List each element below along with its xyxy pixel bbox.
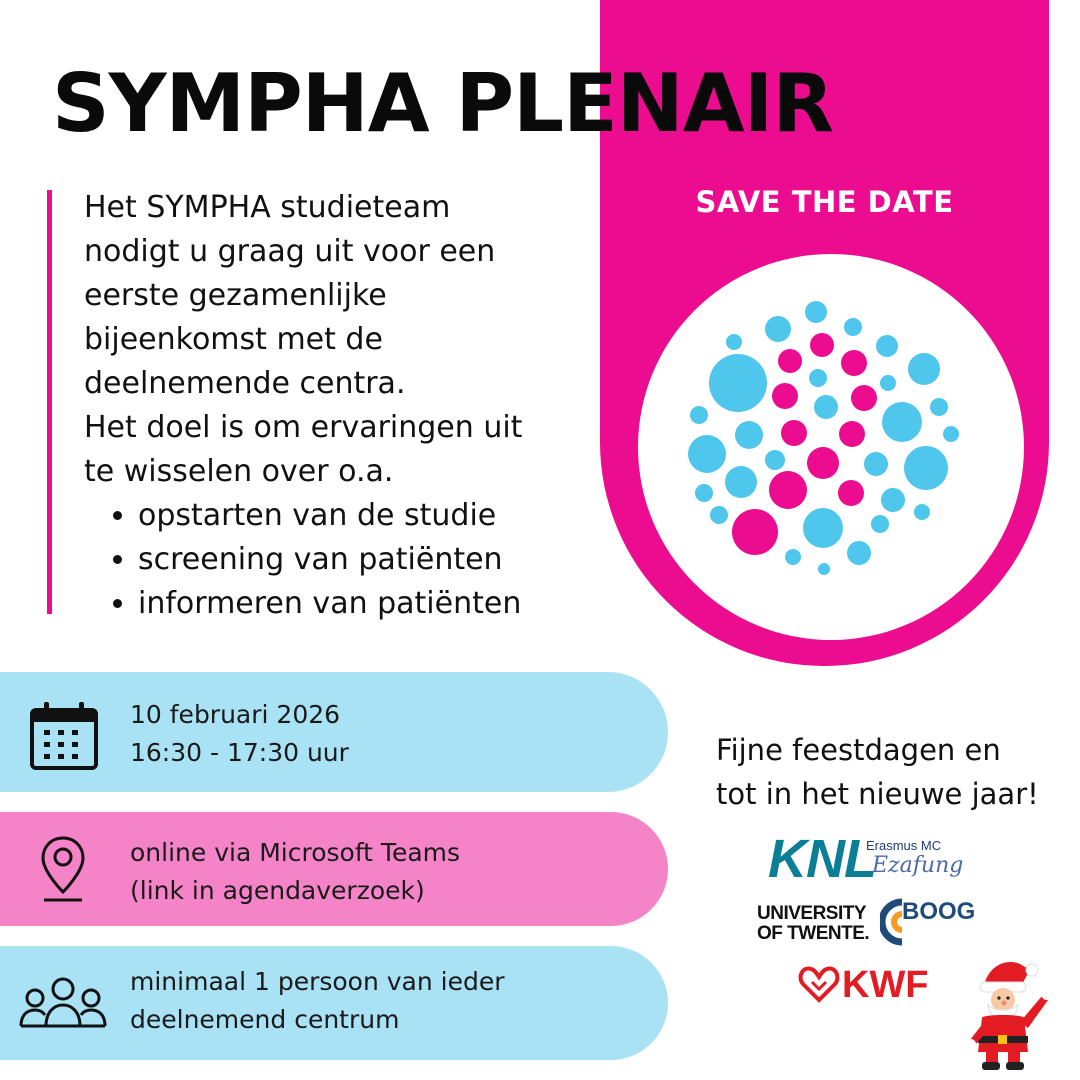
intro-line: bijeenkomst met de: [84, 322, 383, 357]
attendees-line: minimaal 1 persoon van ieder: [130, 967, 505, 996]
page-title: SYMPHA PLENAIR: [52, 57, 833, 150]
greeting-line: Fijne feestdagen en: [716, 733, 1001, 767]
erasmus-signature: Ezafung: [872, 853, 964, 878]
attendees-text: [130, 963, 505, 1039]
intro-line: Het SYMPHA studieteam: [84, 190, 451, 225]
attendees-info-card: [0, 946, 668, 1060]
accent-bar: [47, 190, 52, 614]
attendees-line: deelnemend centrum: [130, 1005, 400, 1034]
university-of-twente-logo: [757, 904, 869, 944]
intro-line: te wisselen over o.a.: [84, 454, 394, 489]
erasmus-mc-name: Erasmus MC: [866, 838, 942, 853]
sympha-logo-circle: [638, 254, 1024, 640]
event-time: 16:30 - 17:30 uur: [130, 738, 349, 767]
intro-text: [84, 186, 584, 626]
location-pin-icon: [38, 834, 88, 906]
location-info-card: [0, 812, 668, 926]
knl-logo: KNL: [768, 829, 876, 889]
kwf-heart-icon: [798, 962, 840, 1004]
intro-line: nodigt u graag uit voor een: [84, 234, 496, 269]
santa-claus-icon: [958, 956, 1064, 1072]
erasmus-mc-logo: [866, 838, 963, 878]
boog-name: BOOG: [902, 898, 976, 925]
group-icon: [18, 976, 108, 1032]
kwf-name: KWF: [842, 964, 929, 1006]
location-line: online via Microsoft Teams: [130, 838, 461, 867]
twente-line: OF TWENTE.: [757, 923, 870, 944]
kwf-logo: [798, 962, 929, 1008]
sympha-dots-logo: [638, 254, 1024, 640]
topic-item: • informeren van patiënten: [138, 582, 584, 626]
location-note: (link in agendaverzoek): [130, 876, 425, 905]
boog-logo: [880, 898, 976, 950]
twente-line: UNIVERSITY: [757, 903, 867, 924]
intro-line: Het doel is om ervaringen uit: [84, 410, 523, 445]
date-text: [130, 696, 349, 772]
topic-list: [84, 494, 584, 626]
location-text: [130, 834, 460, 910]
holiday-greeting: [716, 728, 1039, 816]
save-the-date-label: SAVE THE DATE: [695, 185, 954, 219]
intro-line: deelnemende centra.: [84, 366, 406, 401]
calendar-icon: [28, 700, 100, 772]
greeting-line: tot in het nieuwe jaar!: [716, 777, 1039, 811]
topic-item: • screening van patiënten: [138, 538, 584, 582]
intro-line: eerste gezamenlijke: [84, 278, 387, 313]
date-info-card: [0, 672, 668, 792]
topic-item: • opstarten van de studie: [138, 494, 584, 538]
event-date: 10 februari 2026: [130, 700, 341, 729]
